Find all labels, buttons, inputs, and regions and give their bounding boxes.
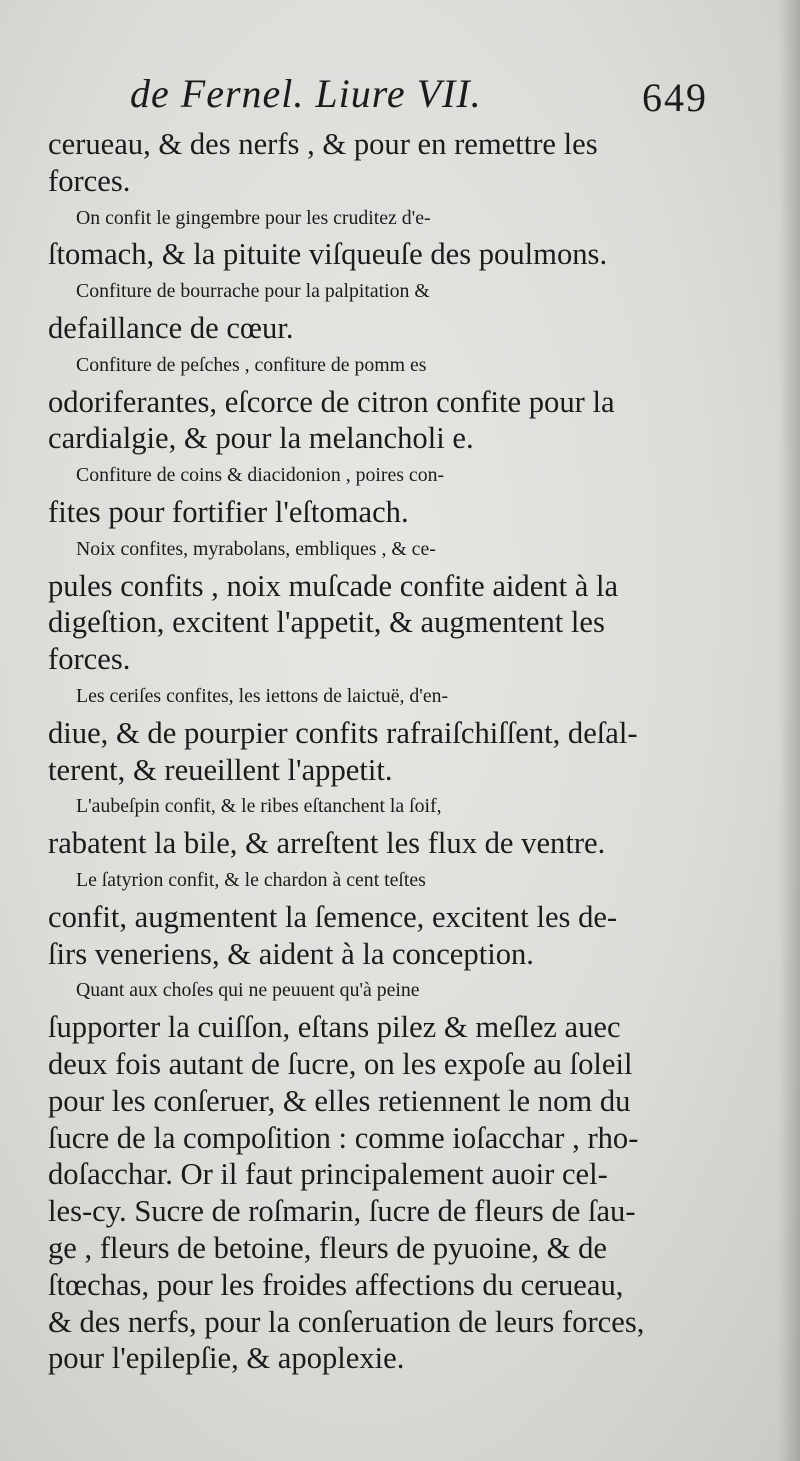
- text-line: fites pour fortifier l'eſtomach.: [48, 494, 409, 529]
- paragraph: [48, 788, 696, 862]
- text-line: pules confits , noix muſcade confite aident à la: [48, 568, 619, 603]
- text-line: odoriferantes, eſcorce de citron confite pour la: [48, 384, 615, 419]
- text-line: ſirs veneriens, & aident à la conception.: [48, 936, 534, 971]
- text-line: L'aubeſpin confit, & le ribes eſtanchent la ſoif,: [76, 795, 442, 818]
- text-line: On confit le gingembre pour les cruditez d'e-: [76, 206, 431, 229]
- text-line: confit, augmentent la ſemence, excitent les de-: [48, 899, 618, 934]
- paragraph: [48, 457, 696, 531]
- text-line: Confiture de peſches , confiture de pomm es: [76, 353, 427, 376]
- text-line: pour l'epilepſie, & apoplexie.: [48, 1341, 405, 1376]
- text-line: cerueau, & des nerfs , & pour en remettre les: [48, 127, 598, 161]
- text-line: Le ſatyrion confit, & le chardon à cent teſtes: [76, 868, 426, 891]
- text-line: terent, & reueillent l'appetit.: [48, 752, 393, 787]
- text-line: les-cy. Sucre de roſmarin, ſucre de fleurs de ſau-: [48, 1194, 636, 1229]
- page-header: [130, 70, 708, 130]
- text-line: digeſtion, excitent l'appetit, & augmentent les: [48, 605, 605, 640]
- paragraph: [48, 972, 696, 1377]
- text-line: Noix confites, myrabolans, embliques , & ce-: [76, 537, 436, 560]
- paragraph: [48, 273, 696, 347]
- text-line: cardialgie, & pour la melancholi e.: [48, 421, 474, 456]
- text-line: Les ceriſes confites, les iettons de laictuë, d'en-: [76, 684, 449, 707]
- text-line: forces.: [48, 642, 131, 677]
- text-line: Confiture de bourrache pour la palpitation &: [76, 280, 430, 303]
- text-line: deux fois autant de ſucre, on les expoſe au ſoleil: [48, 1046, 633, 1081]
- text-line: ſupporter la cuiſſon, eſtans pilez & meſlez auec: [48, 1010, 621, 1045]
- text-line: ſtomach, & la pituite viſqueuſe des poulmons.: [48, 237, 608, 272]
- text-line: Confiture de coins & diacidonion , poires con-: [76, 464, 445, 487]
- paragraph: [48, 200, 696, 274]
- body-text: [48, 126, 696, 1377]
- paragraph: [48, 347, 696, 457]
- text-line: forces.: [48, 163, 131, 198]
- text-line: ge , fleurs de betoine, fleurs de pyuoine, & de: [48, 1230, 608, 1265]
- text-line: Quant aux choſes qui ne peuuent qu'à peine: [76, 979, 420, 1002]
- text-line: pour les conſeruer, & elles retiennent le nom du: [48, 1083, 631, 1118]
- text-line: rabatent la bile, & arreſtent les flux de ventre.: [48, 826, 606, 861]
- text-line: diue, & de pourpier confits rafraiſchiſſent, deſal-: [48, 715, 638, 750]
- text-line: ſucre de la compoſition : comme ioſacchar , rho-: [48, 1120, 639, 1155]
- page-edge-shadow: [778, 0, 800, 1461]
- text-line: ſtœchas, pour les froides affections du cerueau,: [48, 1267, 624, 1302]
- text-line: & des nerfs, pour la conſeruation de leurs forces,: [48, 1304, 645, 1339]
- running-head: de Fernel. Liure VII.: [130, 71, 482, 116]
- paragraph: [48, 531, 696, 678]
- page-number: 649: [642, 75, 708, 120]
- text-line: defaillance de cœur.: [48, 310, 294, 345]
- text-line: doſacchar. Or il faut principalement auoir cel-: [48, 1157, 608, 1192]
- paragraph: [48, 126, 696, 200]
- paragraph: [48, 678, 696, 788]
- paragraph: [48, 862, 696, 972]
